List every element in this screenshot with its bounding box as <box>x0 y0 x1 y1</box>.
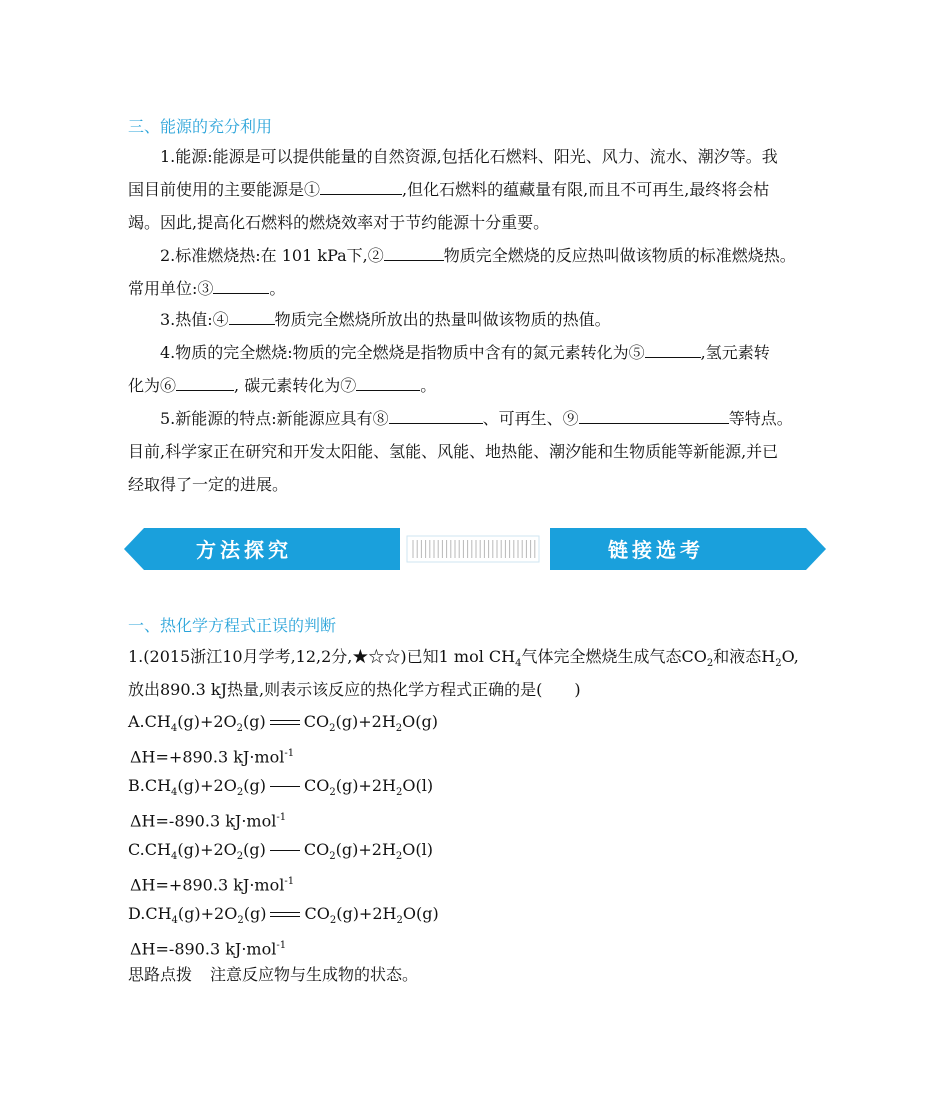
blank-5 <box>645 343 701 358</box>
option-equation[interactable]: $A.CH_4(g)+2O_2(g)$ $CO_2(g)+2H_2O(g)$ <box>128 712 438 735</box>
blank-3 <box>213 279 269 294</box>
option-enthalpy: ΔH=+890.3 kJ·mol$^{-1}$ <box>130 875 295 895</box>
option-equation[interactable]: $D.CH_4(g)+2O_2(g)$ $CO_2(g)+2H_2O(g)$ <box>128 904 439 927</box>
text: 和液态H <box>713 647 776 666</box>
text: 、可再生、⑨ <box>482 409 579 428</box>
reaction-arrow <box>270 850 300 851</box>
product-state: (g) <box>415 712 438 731</box>
text: 等特点。 <box>728 409 793 428</box>
paragraph-4-line1 <box>160 336 770 369</box>
enthalpy-value: ΔH=-890.3 kJ·mol <box>130 811 277 831</box>
product-state: (l) <box>415 840 433 859</box>
banner-right-label: 链接选考 <box>608 538 704 562</box>
text: 物质完全燃烧所放出的热量叫做该物质的热值。 <box>274 310 611 329</box>
section3-title: 三、能源的充分利用 <box>128 117 273 136</box>
product-state: (l) <box>415 776 434 795</box>
hint-label: 思路点拨 <box>128 965 193 984</box>
paragraph-2-line1 <box>160 239 796 272</box>
option-letter: A. <box>128 712 145 731</box>
option-letter: C. <box>128 840 145 859</box>
text: 国目前使用的主要能源是① <box>128 180 321 199</box>
text: 2.标准燃烧热:在 101 kPa下,② <box>160 246 384 265</box>
text: 。 <box>269 279 286 298</box>
blank-2 <box>384 246 444 261</box>
text: 。 <box>420 376 437 395</box>
text: 1.(2015浙江10月学考,12,2分,★☆☆)已知1 mol CH <box>128 647 516 666</box>
blank-1 <box>320 180 402 195</box>
text: 气体完全燃烧生成气态CO <box>521 647 707 666</box>
option-letter: B. <box>128 776 145 795</box>
method-banner <box>124 526 826 572</box>
reaction-arrow <box>270 912 300 917</box>
question-line2: 放出890.3 kJ热量,则表示该反应的热化学方程式正确的是( ) <box>128 680 581 699</box>
option-enthalpy: ΔH=-890.3 kJ·mol$^{-1}$ <box>130 811 287 831</box>
banner-divider <box>407 536 539 562</box>
blank-7 <box>356 376 420 391</box>
option-enthalpy: ΔH=+890.3 kJ·mol$^{-1}$ <box>130 747 295 767</box>
section1-title: 一、热化学方程式正误的判断 <box>128 616 337 635</box>
enthalpy-value: ΔH=+890.3 kJ·mol <box>130 747 285 767</box>
text: ,氢元素转 <box>700 343 770 362</box>
paragraph-5-line3: 经取得了一定的进展。 <box>128 475 289 494</box>
paragraph-2-line2 <box>128 272 285 305</box>
option-enthalpy: ΔH=-890.3 kJ·mol$^{-1}$ <box>130 939 287 959</box>
blank-8 <box>389 409 483 424</box>
product-state: (g) <box>415 904 439 923</box>
hint-text: 注意反应物与生成物的状态。 <box>210 965 419 984</box>
text: , 碳元素转化为⑦ <box>234 376 357 395</box>
option-letter: D. <box>128 904 146 923</box>
paragraph-1-line3: 竭。因此,提高化石燃料的燃烧效率对于节约能源十分重要。 <box>128 213 550 232</box>
paragraph-1-line1: 1.能源:能源是可以提供能量的自然资源,包括化石燃料、阳光、风力、流水、潮汐等。我 <box>160 147 778 166</box>
paragraph-3 <box>160 303 611 336</box>
text: 5.新能源的特点:新能源应具有⑧ <box>160 409 389 428</box>
banner-left-label: 方法探究 <box>196 538 292 562</box>
subscript: 4 <box>515 658 522 670</box>
paragraph-5-line1 <box>160 402 793 435</box>
text: 常用单位:③ <box>128 279 214 298</box>
text: 3.热值:④ <box>160 310 229 329</box>
reaction-arrow <box>270 786 300 787</box>
hint-line <box>128 958 418 991</box>
blank-6 <box>176 376 234 391</box>
subscript: 2 <box>775 658 782 670</box>
option-equation[interactable]: $B.CH_4(g)+2O_2(g)$ $CO_2(g)+2H_2O(l)$ <box>128 776 434 799</box>
paragraph-4-line2 <box>128 369 436 402</box>
text: 物质完全燃烧的反应热叫做该物质的标准燃烧热。 <box>443 246 796 265</box>
enthalpy-value: ΔH=+890.3 kJ·mol <box>130 875 285 895</box>
text: 化为⑥ <box>128 376 177 395</box>
text: ,但化石燃料的蕴藏量有限,而且不可再生,最终将会枯 <box>402 180 770 199</box>
paragraph-5-line2: 目前,科学家正在研究和开发太阳能、氢能、风能、地热能、潮汐能和生物质能等新能源,并已 <box>128 442 779 461</box>
blank-9 <box>579 409 729 424</box>
text: O, <box>781 647 799 666</box>
enthalpy-value: ΔH=-890.3 kJ·mol <box>130 939 277 959</box>
subscript: 2 <box>706 658 714 670</box>
blank-4 <box>229 310 275 325</box>
option-equation[interactable]: $C.CH_4(g)+2O_2(g)$ $CO_2(g)+2H_2O(l)$ <box>128 840 433 863</box>
reaction-arrow <box>270 720 300 725</box>
paragraph-1-line2 <box>128 173 769 206</box>
text: 4.物质的完全燃烧:物质的完全燃烧是指物质中含有的氮元素转化为⑤ <box>160 343 645 362</box>
